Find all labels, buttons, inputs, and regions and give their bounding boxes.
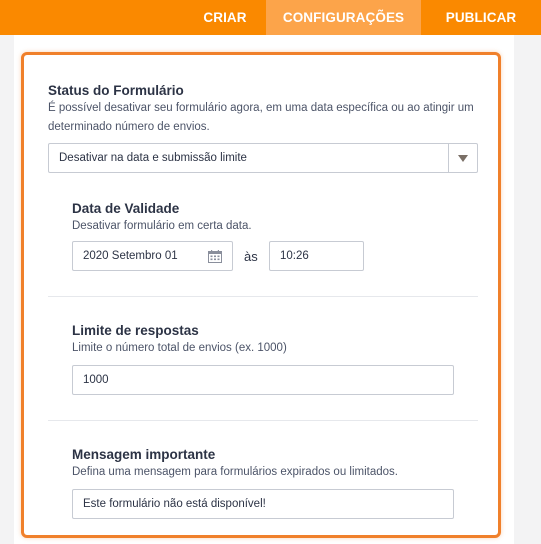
date-input[interactable]: 2020 Setembro 01 [72, 241, 198, 271]
status-select-value: Desativar na data e submissão limite [59, 152, 247, 164]
status-description [48, 99, 488, 137]
tab-configuracoes[interactable]: CONFIGURAÇÕES [266, 0, 421, 35]
calendar-icon [208, 250, 222, 263]
at-label: às [244, 249, 258, 264]
chevron-down-icon[interactable] [448, 144, 477, 172]
message-title: Mensagem importante [72, 447, 216, 462]
top-navigation [0, 0, 541, 35]
status-desc-line2: determinado número de envios. [48, 121, 210, 133]
message-input[interactable]: Este formulário não está disponível! [72, 489, 454, 519]
status-title: Status do Formulário [48, 83, 184, 98]
validity-description: Desativar formulário em certa data. [72, 220, 252, 232]
status-desc-line1: É possível desativar seu formulário agora, em uma data específica ou ao atingir um [48, 102, 474, 114]
tab-publicar[interactable]: PUBLICAR [445, 10, 517, 25]
limit-input[interactable]: 1000 [72, 365, 454, 395]
status-select[interactable] [48, 143, 478, 173]
limit-description: Limite o número total de envios (ex. 1000) [72, 342, 287, 354]
form-status-card [21, 52, 501, 538]
limit-title: Limite de respostas [72, 323, 199, 338]
time-input[interactable]: 10:26 [269, 241, 364, 271]
divider [48, 296, 478, 297]
message-description: Defina uma mensagem para formulários expirados ou limitados. [72, 466, 398, 478]
tab-criar[interactable]: CRIAR [203, 10, 247, 25]
calendar-button[interactable] [197, 241, 233, 271]
divider [48, 420, 478, 421]
validity-title: Data de Validade [72, 201, 180, 216]
